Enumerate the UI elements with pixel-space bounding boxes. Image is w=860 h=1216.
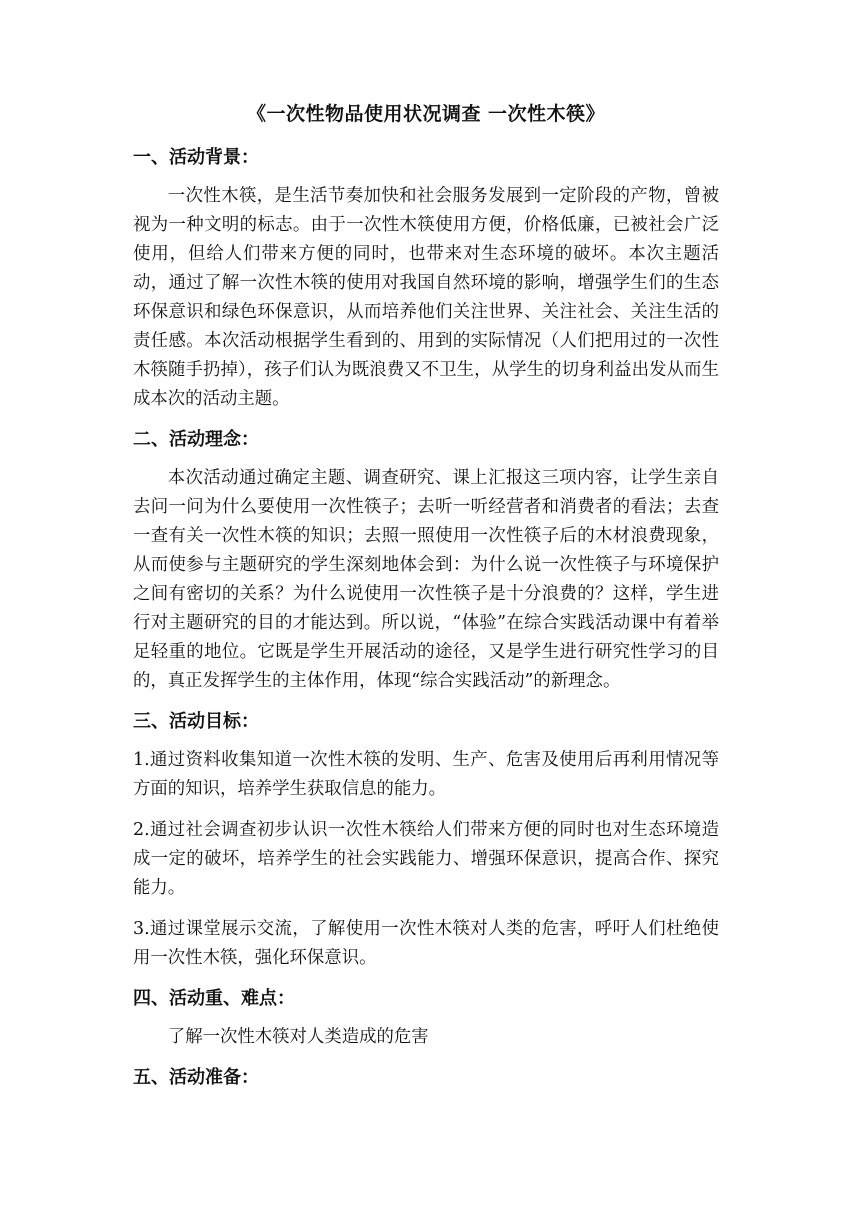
goal-item-3: 3.通过课堂展示交流，了解使用一次性木筷对人类的危害，呼吁人们杜绝使用一次性木筷，强化环保意识。	[133, 919, 719, 968]
goal-item-2: 2.通过社会调查初步认识一次性木筷给人们带来方便的同时也对生态环境造成一定的破坏，培养学生的社会实践能力、增强环保意识，提高合作、探究能力。	[133, 820, 719, 898]
section-heading-goals: 三、活动目标：	[133, 711, 259, 732]
document-title: 《一次性物品使用状况调查 一次性木筷》	[246, 103, 606, 125]
section-goals	[133, 708, 719, 973]
concept-paragraph: 本次活动通过确定主题、调查研究、课上汇报这三项内容，让学生亲自去问一问为什么要使用一次性筷子；去听一听经营者和消费者的看法；去查一查有关一次性木筷的知识；去照一照使用一次性筷子后的木材浪费现象，从而使参与主题研究的学生深刻地体会到：为什么说一次性筷子与环境保护之间有密切的关系？为什么说使用一次性筷子是十分浪费的？这样，学生进行对主题研究的目的才能达到。所以说，“体验”在综合实践活动课中有着举足轻重的地位。它既是学生开展活动的途径，又是学生进行研究性学习的目的，真正发挥学生的主体作用，体现“综合实践活动”的新理念。	[133, 468, 719, 691]
section-heading-concept: 二、活动理念：	[133, 429, 259, 450]
section-concept	[133, 426, 719, 696]
key-points-paragraph: 了解一次性木筷对人类造成的危害	[167, 1027, 429, 1047]
section-preparation	[133, 1064, 719, 1092]
document-page	[133, 100, 719, 1102]
section-background	[133, 144, 719, 414]
section-key-points	[133, 985, 719, 1052]
section-heading-key-points: 四、活动重、难点：	[133, 988, 295, 1009]
section-heading-preparation: 五、活动准备：	[133, 1067, 259, 1088]
background-paragraph: 一次性木筷，是生活节奏加快和社会服务发展到一定阶段的产物，曾被视为一种文明的标志。由于一次性木筷使用方便，价格低廉，已被社会广泛使用，但给人们带来方便的同时，也带来对生态环境的破坏。本次主题活动，通过了解一次性木筷的使用对我国自然环境的影响，增强学生们的生态环保意识和绿色环保意识，从而培养他们关注世界、关注社会、关注生活的责任感。本次活动根据学生看到的、用到的实际情况（人们把用过的一次性木筷随手扔掉），孩子们认为既浪费又不卫生，从学生的切身利益出发从而生成本次的活动主题。	[133, 186, 719, 409]
section-heading-background: 一、活动背景：	[133, 147, 259, 168]
goal-item-1: 1.通过资料收集知道一次性木筷的发明、生产、危害及使用后再利用情况等方面的知识，培养学生获取信息的能力。	[133, 750, 719, 799]
